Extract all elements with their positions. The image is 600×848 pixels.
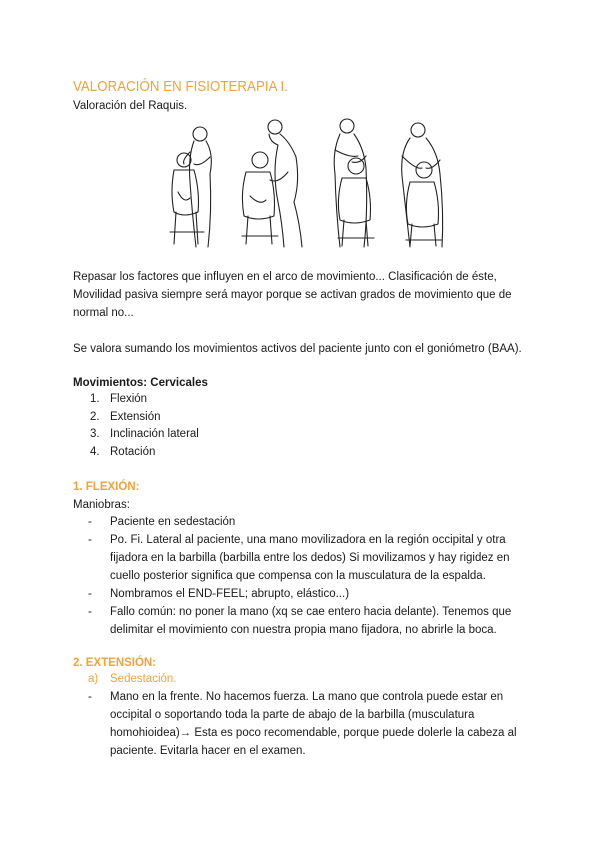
- list-dash: -: [88, 691, 92, 703]
- illustration-pair-4: [402, 123, 443, 247]
- extension-heading: 2. EXTENSIÓN:: [73, 657, 157, 669]
- list-line: Fallo común: no poner la mano (xq se cae entero hacia delante). Tenemos que: [110, 606, 512, 618]
- list-line: occipital o soportando toda la parte de abajo de la barbilla (musculatura: [110, 709, 475, 721]
- list-item: [88, 603, 518, 639]
- list-number: 3.: [90, 428, 100, 440]
- intro-paragraph: [73, 268, 533, 322]
- cervical-assessment-illustration-icon: [160, 112, 460, 254]
- movements-list: [90, 391, 199, 461]
- flexion-list: [88, 513, 518, 639]
- list-line: Paciente en sedestación: [110, 516, 236, 528]
- list-line: Po. Fi. Lateral al paciente, una mano movilizadora en la región occipital y otra: [110, 534, 506, 546]
- list-dash: -: [88, 534, 92, 546]
- list-label: Inclinación lateral: [110, 428, 199, 440]
- movements-heading: Movimientos: Cervicales: [73, 377, 208, 389]
- list-item: [88, 670, 518, 688]
- sub-label: Sedestación.: [110, 673, 177, 685]
- list-item: [88, 513, 518, 531]
- list-dash: -: [88, 516, 92, 528]
- document-title: VALORACIÓN EN FISIOTERAPIA I.: [73, 78, 289, 95]
- illustration-pair-1: [170, 127, 211, 247]
- list-line: fijadora en la barbilla (barbilla entre los dedos) Si movilizamos y hay rigidez en: [110, 552, 510, 564]
- intro-line: Movilidad pasiva siempre será mayor porque se activan grados de movimiento que de: [73, 289, 512, 301]
- list-line: paciente. Evitarla hacer en el examen.: [110, 745, 306, 757]
- flexion-heading: 1. FLEXIÓN:: [73, 481, 140, 493]
- list-line: Nombramos el END-FEEL; abrupto, elástico...): [110, 588, 350, 600]
- list-line: cuello posterior significa que compensa con la musculatura de la espalda.: [110, 570, 486, 582]
- list-number: 2.: [90, 410, 100, 423]
- list-number: 4.: [90, 445, 100, 458]
- list-dash: -: [88, 606, 92, 618]
- list-item: [90, 409, 199, 427]
- list-label: Rotación: [110, 445, 156, 458]
- list-item: [90, 426, 199, 444]
- intro-line: normal no...: [73, 307, 134, 319]
- list-line: homohioidea)→ Esta es poco recomendable, porque puede dolerle la cabeza al: [110, 727, 517, 739]
- list-item: [90, 444, 199, 462]
- extension-list: [88, 688, 518, 760]
- assessment-paragraph: Se valora sumando los movimientos activos del paciente junto con el goniómetro (BAA).: [73, 343, 522, 355]
- sub-marker: a): [88, 673, 99, 685]
- list-line: delimitar el movimiento con nuestra propia mano fijadora, no abrirle la boca.: [110, 624, 497, 636]
- list-number: 1.: [90, 393, 100, 405]
- extension-sub: [88, 670, 518, 688]
- list-label: Flexión: [110, 393, 148, 405]
- document-subtitle: Valoración del Raquis.: [73, 100, 188, 112]
- list-dash: -: [88, 588, 92, 600]
- list-item: [90, 391, 199, 409]
- list-line: Mano en la frente. No hacemos fuerza. La mano que controla puede estar en: [110, 691, 504, 703]
- list-item: [88, 531, 518, 585]
- flexion-maniobras-label: Maniobras:: [73, 499, 130, 511]
- list-item: [88, 688, 518, 760]
- list-item: [88, 585, 518, 603]
- list-label: Extensión: [110, 410, 161, 423]
- intro-line: Repasar los factores que influyen en el arco de movimiento... Clasificación de éste,: [73, 271, 497, 283]
- illustration-pair-3: [334, 119, 374, 247]
- illustration-pair-2: [242, 120, 302, 247]
